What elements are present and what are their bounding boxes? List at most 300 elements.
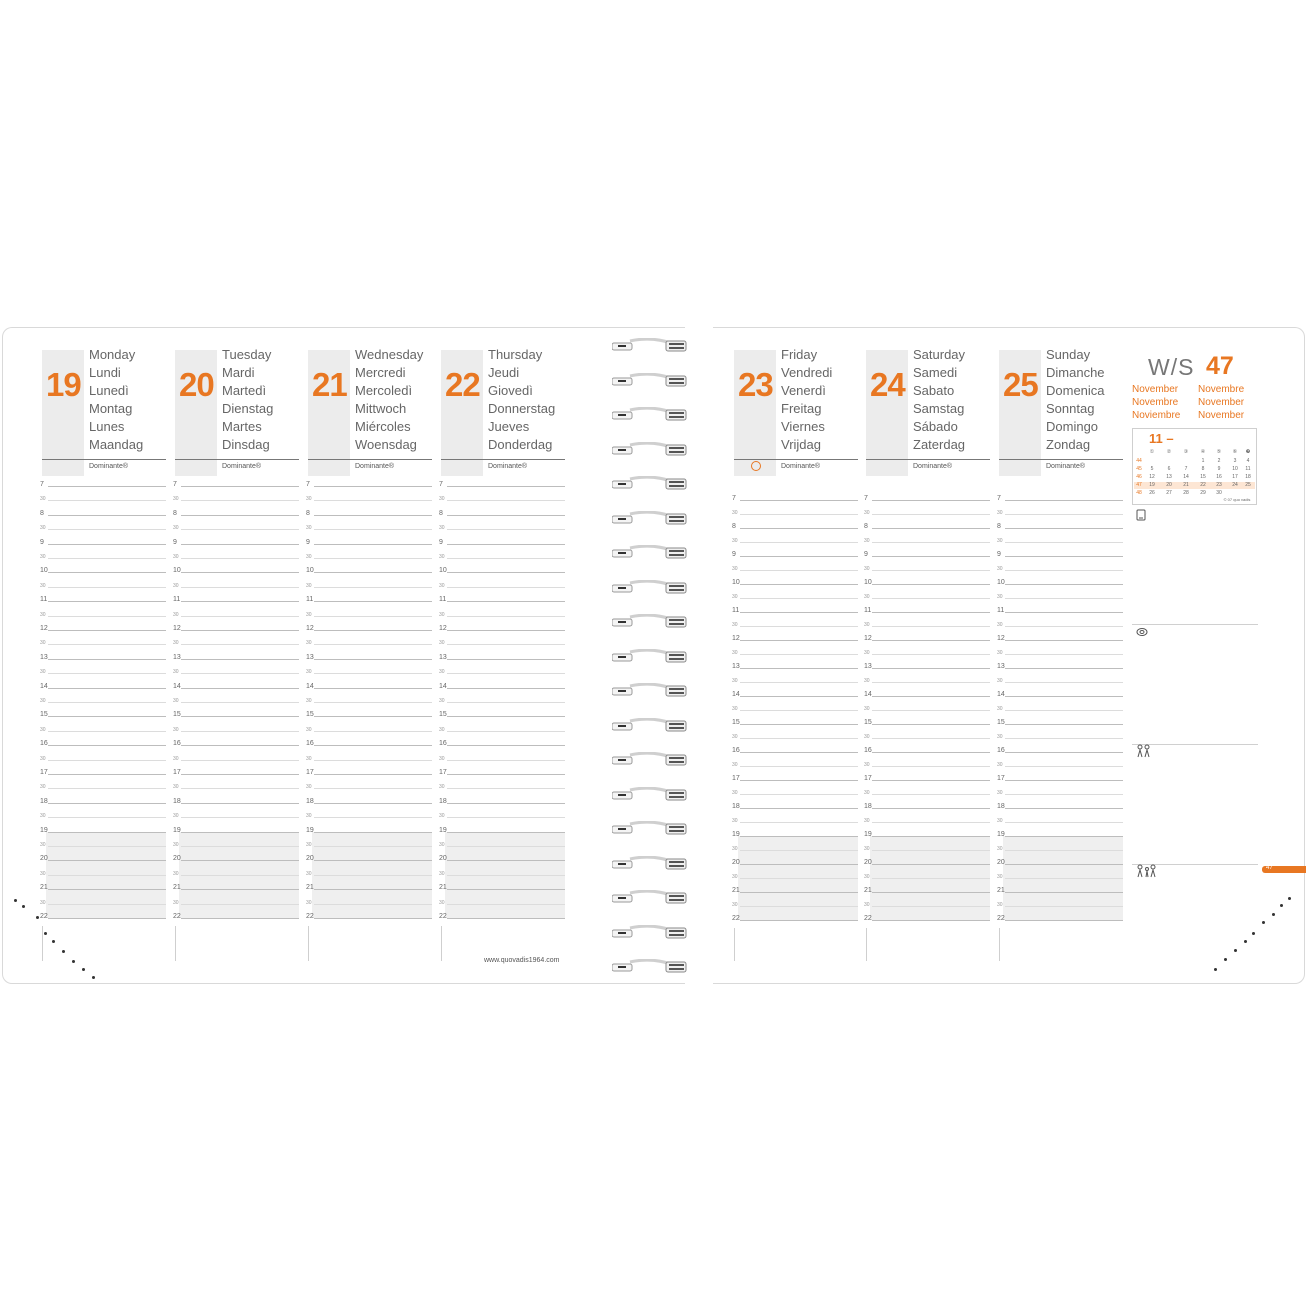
hour-line[interactable] bbox=[447, 745, 565, 746]
hour-line[interactable] bbox=[872, 556, 990, 557]
half-hour-line[interactable] bbox=[447, 673, 565, 674]
hour-line[interactable] bbox=[872, 696, 990, 697]
half-hour-line[interactable] bbox=[872, 654, 990, 655]
corner-dot bbox=[1262, 921, 1265, 924]
hour-line[interactable] bbox=[740, 640, 858, 641]
hour-line[interactable] bbox=[181, 716, 299, 717]
hour-line[interactable] bbox=[740, 892, 858, 893]
half-hour-line[interactable] bbox=[447, 875, 565, 876]
half-hour-label: 30 bbox=[173, 755, 179, 762]
hour-line[interactable] bbox=[1005, 556, 1123, 557]
hour-line[interactable] bbox=[447, 544, 565, 545]
half-hour-line[interactable] bbox=[314, 904, 432, 905]
half-hour-line[interactable] bbox=[314, 673, 432, 674]
hour-line[interactable] bbox=[447, 860, 565, 861]
half-hour-line[interactable] bbox=[1005, 654, 1123, 655]
hour-label: 20 bbox=[173, 855, 181, 863]
mini-calendar-day: 25 bbox=[1245, 482, 1251, 488]
half-hour-line[interactable] bbox=[872, 682, 990, 683]
hour-line[interactable] bbox=[48, 918, 166, 919]
half-hour-line[interactable] bbox=[48, 817, 166, 818]
hour-line[interactable] bbox=[872, 724, 990, 725]
mini-calendar-day: 6 bbox=[1167, 466, 1171, 472]
half-hour-line[interactable] bbox=[48, 558, 166, 559]
half-hour-line[interactable] bbox=[872, 766, 990, 767]
hour-line[interactable] bbox=[181, 486, 299, 487]
half-hour-line[interactable] bbox=[48, 875, 166, 876]
half-hour-line[interactable] bbox=[181, 702, 299, 703]
half-hour-label: 30 bbox=[997, 734, 1003, 740]
hour-line[interactable] bbox=[447, 659, 565, 660]
hour-label: 9 bbox=[306, 538, 310, 546]
half-hour-line[interactable] bbox=[181, 760, 299, 761]
hour-line[interactable] bbox=[447, 515, 565, 516]
half-hour-label: 30 bbox=[864, 622, 870, 628]
half-hour-line[interactable] bbox=[1005, 626, 1123, 627]
hour-line[interactable] bbox=[181, 659, 299, 660]
half-hour-line[interactable] bbox=[447, 644, 565, 645]
hour-line[interactable] bbox=[314, 774, 432, 775]
half-hour-label: 30 bbox=[732, 622, 738, 628]
half-hour-line[interactable] bbox=[314, 731, 432, 732]
half-hour-line[interactable] bbox=[740, 906, 858, 907]
hour-line[interactable] bbox=[314, 572, 432, 573]
hour-line[interactable] bbox=[181, 745, 299, 746]
half-hour-line[interactable] bbox=[740, 570, 858, 571]
half-hour-line[interactable] bbox=[314, 817, 432, 818]
half-hour-label: 30 bbox=[173, 726, 179, 733]
half-hour-line[interactable] bbox=[314, 760, 432, 761]
hour-line[interactable] bbox=[181, 832, 299, 833]
hour-line[interactable] bbox=[48, 803, 166, 804]
hour-line[interactable] bbox=[740, 836, 858, 837]
day-name: Lunes bbox=[89, 419, 125, 434]
hour-label: 12 bbox=[732, 635, 740, 642]
half-hour-line[interactable] bbox=[740, 822, 858, 823]
note-column-line bbox=[175, 926, 176, 961]
hour-line[interactable] bbox=[740, 584, 858, 585]
half-hour-line[interactable] bbox=[314, 846, 432, 847]
half-hour-line[interactable] bbox=[872, 542, 990, 543]
half-hour-line[interactable] bbox=[740, 542, 858, 543]
hour-line[interactable] bbox=[181, 774, 299, 775]
hour-line[interactable] bbox=[872, 836, 990, 837]
hour-line[interactable] bbox=[1005, 696, 1123, 697]
hour-line[interactable] bbox=[872, 808, 990, 809]
half-hour-line[interactable] bbox=[181, 904, 299, 905]
hour-line[interactable] bbox=[314, 630, 432, 631]
half-hour-label: 30 bbox=[40, 698, 46, 704]
hour-line[interactable] bbox=[1005, 780, 1123, 781]
half-hour-label: 30 bbox=[40, 554, 46, 560]
half-hour-line[interactable] bbox=[1005, 682, 1123, 683]
hour-line[interactable] bbox=[872, 892, 990, 893]
half-hour-line[interactable] bbox=[1005, 514, 1123, 515]
hour-line[interactable] bbox=[48, 889, 166, 890]
hour-line[interactable] bbox=[48, 601, 166, 602]
day-header-rule bbox=[734, 459, 858, 460]
half-hour-line[interactable] bbox=[314, 875, 432, 876]
day-header-rule bbox=[42, 459, 166, 460]
half-hour-label: 30 bbox=[40, 525, 46, 532]
hour-line[interactable] bbox=[48, 832, 166, 833]
hour-label: 7 bbox=[40, 481, 44, 488]
hour-line[interactable] bbox=[740, 668, 858, 669]
hour-label: 13 bbox=[306, 653, 314, 661]
hour-line[interactable] bbox=[1005, 752, 1123, 753]
half-hour-line[interactable] bbox=[872, 822, 990, 823]
half-hour-line[interactable] bbox=[48, 846, 166, 847]
hour-line[interactable] bbox=[48, 572, 166, 573]
hour-line[interactable] bbox=[1005, 920, 1123, 921]
mini-calendar-day: 13 bbox=[1166, 474, 1172, 480]
hour-line[interactable] bbox=[48, 745, 166, 746]
hour-line[interactable] bbox=[740, 528, 858, 529]
hour-line[interactable] bbox=[314, 860, 432, 861]
half-hour-line[interactable] bbox=[181, 587, 299, 588]
mini-calendar-weekday: ④ bbox=[1200, 449, 1206, 455]
hour-line[interactable] bbox=[314, 889, 432, 890]
half-hour-line[interactable] bbox=[48, 731, 166, 732]
half-hour-line[interactable] bbox=[48, 616, 166, 617]
hour-line[interactable] bbox=[740, 864, 858, 865]
hour-line[interactable] bbox=[447, 803, 565, 804]
half-hour-label: 30 bbox=[997, 678, 1003, 684]
hour-line[interactable] bbox=[1005, 612, 1123, 613]
half-hour-line[interactable] bbox=[872, 878, 990, 879]
hour-line[interactable] bbox=[1005, 808, 1123, 809]
half-hour-line[interactable] bbox=[181, 875, 299, 876]
hour-line[interactable] bbox=[872, 528, 990, 529]
half-hour-line[interactable] bbox=[447, 817, 565, 818]
hour-line[interactable] bbox=[1005, 528, 1123, 529]
hour-label: 11 bbox=[306, 596, 314, 604]
hour-line[interactable] bbox=[1005, 500, 1123, 501]
half-hour-line[interactable] bbox=[1005, 542, 1123, 543]
half-hour-label: 30 bbox=[864, 538, 870, 544]
half-hour-line[interactable] bbox=[1005, 738, 1123, 739]
hour-line[interactable] bbox=[181, 918, 299, 919]
hour-label: 11 bbox=[864, 607, 872, 614]
hour-line[interactable] bbox=[740, 500, 858, 501]
hour-line[interactable] bbox=[447, 601, 565, 602]
half-hour-line[interactable] bbox=[48, 500, 166, 501]
half-hour-line[interactable] bbox=[181, 788, 299, 789]
half-hour-line[interactable] bbox=[447, 846, 565, 847]
half-hour-line[interactable] bbox=[1005, 570, 1123, 571]
half-hour-line[interactable] bbox=[447, 702, 565, 703]
hour-line[interactable] bbox=[740, 780, 858, 781]
half-hour-line[interactable] bbox=[1005, 822, 1123, 823]
hour-line[interactable] bbox=[48, 860, 166, 861]
hour-line[interactable] bbox=[48, 486, 166, 487]
hour-line[interactable] bbox=[447, 918, 565, 919]
hour-line[interactable] bbox=[181, 860, 299, 861]
half-hour-line[interactable] bbox=[447, 529, 565, 530]
hour-line[interactable] bbox=[1005, 864, 1123, 865]
half-hour-line[interactable] bbox=[314, 587, 432, 588]
hour-label: 16 bbox=[40, 740, 48, 748]
half-hour-line[interactable] bbox=[181, 500, 299, 501]
half-hour-line[interactable] bbox=[48, 587, 166, 588]
hour-line[interactable] bbox=[740, 920, 858, 921]
hour-line[interactable] bbox=[181, 803, 299, 804]
half-hour-label: 30 bbox=[173, 640, 179, 647]
half-hour-line[interactable] bbox=[872, 626, 990, 627]
hour-line[interactable] bbox=[447, 889, 565, 890]
half-hour-line[interactable] bbox=[872, 598, 990, 599]
half-hour-line[interactable] bbox=[1005, 794, 1123, 795]
note-column-line bbox=[42, 926, 43, 961]
mini-calendar-day: 19 bbox=[1149, 482, 1155, 488]
hour-label: 11 bbox=[732, 607, 740, 614]
hour-line[interactable] bbox=[48, 659, 166, 660]
hour-line[interactable] bbox=[872, 864, 990, 865]
hour-label: 15 bbox=[732, 719, 740, 726]
spiral-ring bbox=[612, 856, 682, 872]
hour-label: 10 bbox=[732, 579, 740, 586]
day-name: Montag bbox=[89, 401, 133, 416]
hour-line[interactable] bbox=[872, 612, 990, 613]
hour-line[interactable] bbox=[872, 668, 990, 669]
half-hour-label: 30 bbox=[732, 790, 738, 796]
hour-line[interactable] bbox=[1005, 584, 1123, 585]
half-hour-line[interactable] bbox=[314, 788, 432, 789]
half-hour-line[interactable] bbox=[872, 738, 990, 739]
half-hour-line[interactable] bbox=[447, 587, 565, 588]
half-hour-line[interactable] bbox=[48, 760, 166, 761]
half-hour-line[interactable] bbox=[740, 654, 858, 655]
hour-line[interactable] bbox=[1005, 724, 1123, 725]
hour-label: 10 bbox=[40, 567, 48, 575]
hour-line[interactable] bbox=[181, 688, 299, 689]
half-hour-line[interactable] bbox=[740, 878, 858, 879]
half-hour-label: 30 bbox=[306, 582, 312, 589]
half-hour-line[interactable] bbox=[181, 817, 299, 818]
hour-line[interactable] bbox=[872, 584, 990, 585]
hour-line[interactable] bbox=[314, 544, 432, 545]
hour-line[interactable] bbox=[872, 780, 990, 781]
half-hour-line[interactable] bbox=[872, 794, 990, 795]
half-hour-line[interactable] bbox=[1005, 598, 1123, 599]
half-hour-line[interactable] bbox=[181, 616, 299, 617]
half-hour-label: 30 bbox=[306, 611, 312, 618]
half-hour-line[interactable] bbox=[872, 710, 990, 711]
half-hour-line[interactable] bbox=[447, 731, 565, 732]
half-hour-line[interactable] bbox=[314, 644, 432, 645]
hour-line[interactable] bbox=[447, 572, 565, 573]
mini-calendar-week-number: 48 bbox=[1136, 490, 1142, 496]
hour-line[interactable] bbox=[314, 515, 432, 516]
half-hour-line[interactable] bbox=[1005, 766, 1123, 767]
hour-line[interactable] bbox=[872, 920, 990, 921]
half-hour-line[interactable] bbox=[740, 626, 858, 627]
half-hour-line[interactable] bbox=[48, 702, 166, 703]
half-hour-line[interactable] bbox=[740, 710, 858, 711]
hour-line[interactable] bbox=[740, 808, 858, 809]
hour-line[interactable] bbox=[872, 640, 990, 641]
hour-line[interactable] bbox=[740, 556, 858, 557]
hour-line[interactable] bbox=[447, 486, 565, 487]
dominante-label: Dominante® bbox=[355, 463, 395, 470]
hour-label: 12 bbox=[306, 625, 314, 632]
half-hour-line[interactable] bbox=[48, 529, 166, 530]
hour-line[interactable] bbox=[740, 752, 858, 753]
half-hour-line[interactable] bbox=[48, 788, 166, 789]
half-hour-line[interactable] bbox=[1005, 850, 1123, 851]
hour-line[interactable] bbox=[314, 918, 432, 919]
hour-line[interactable] bbox=[314, 601, 432, 602]
half-hour-line[interactable] bbox=[740, 850, 858, 851]
mini-calendar-day: 20 bbox=[1166, 482, 1172, 488]
mini-calendar-weekday: ③ bbox=[1183, 449, 1189, 455]
hour-label: 16 bbox=[173, 740, 181, 748]
hour-line[interactable] bbox=[181, 889, 299, 890]
half-hour-label: 30 bbox=[997, 622, 1003, 628]
hour-label: 13 bbox=[997, 663, 1005, 670]
hour-line[interactable] bbox=[1005, 640, 1123, 641]
hour-line[interactable] bbox=[740, 724, 858, 725]
half-hour-line[interactable] bbox=[447, 788, 565, 789]
hour-label: 18 bbox=[997, 803, 1005, 810]
hour-line[interactable] bbox=[48, 630, 166, 631]
mini-calendar-day: 14 bbox=[1183, 474, 1189, 480]
half-hour-line[interactable] bbox=[872, 906, 990, 907]
spiral-ring bbox=[612, 338, 682, 354]
mini-calendar-weekday: ① bbox=[1149, 449, 1155, 455]
half-hour-line[interactable] bbox=[740, 682, 858, 683]
mini-calendar-day: 17 bbox=[1232, 474, 1238, 480]
day-name: Viernes bbox=[781, 419, 825, 434]
hour-label: 9 bbox=[40, 538, 44, 546]
hour-label: 9 bbox=[173, 538, 177, 546]
hour-line[interactable] bbox=[1005, 892, 1123, 893]
hour-line[interactable] bbox=[314, 803, 432, 804]
hour-line[interactable] bbox=[181, 630, 299, 631]
half-hour-line[interactable] bbox=[447, 760, 565, 761]
hour-label: 10 bbox=[439, 567, 447, 575]
hour-line[interactable] bbox=[740, 612, 858, 613]
mini-calendar-weekday: ⑤ bbox=[1216, 449, 1222, 455]
divider bbox=[1132, 624, 1258, 625]
half-hour-line[interactable] bbox=[447, 904, 565, 905]
hour-label: 19 bbox=[997, 831, 1005, 838]
day-name: Miércoles bbox=[355, 419, 411, 434]
half-hour-line[interactable] bbox=[447, 500, 565, 501]
hour-line[interactable] bbox=[1005, 668, 1123, 669]
half-hour-label: 30 bbox=[864, 734, 870, 740]
half-hour-line[interactable] bbox=[181, 673, 299, 674]
half-hour-line[interactable] bbox=[872, 514, 990, 515]
half-hour-line[interactable] bbox=[740, 598, 858, 599]
hour-line[interactable] bbox=[181, 572, 299, 573]
day-header-rule bbox=[175, 459, 299, 460]
half-hour-label: 30 bbox=[732, 706, 738, 712]
hour-line[interactable] bbox=[181, 515, 299, 516]
half-hour-line[interactable] bbox=[181, 558, 299, 559]
hour-label: 19 bbox=[439, 826, 447, 834]
half-hour-line[interactable] bbox=[181, 529, 299, 530]
hour-line[interactable] bbox=[447, 688, 565, 689]
day-name: Monday bbox=[89, 347, 136, 362]
half-hour-line[interactable] bbox=[314, 529, 432, 530]
hour-line[interactable] bbox=[872, 500, 990, 501]
half-hour-label: 30 bbox=[439, 582, 445, 589]
half-hour-line[interactable] bbox=[740, 766, 858, 767]
hour-line[interactable] bbox=[314, 486, 432, 487]
hour-label: 17 bbox=[732, 775, 740, 782]
hour-line[interactable] bbox=[314, 659, 432, 660]
hour-line[interactable] bbox=[314, 688, 432, 689]
half-hour-line[interactable] bbox=[48, 904, 166, 905]
half-hour-label: 30 bbox=[864, 902, 870, 908]
half-hour-label: 30 bbox=[732, 538, 738, 544]
spiral-ring bbox=[612, 580, 682, 596]
half-hour-label: 30 bbox=[439, 784, 445, 791]
hour-line[interactable] bbox=[1005, 836, 1123, 837]
half-hour-line[interactable] bbox=[314, 616, 432, 617]
hour-line[interactable] bbox=[447, 716, 565, 717]
spiral-ring bbox=[612, 511, 682, 527]
hour-label: 18 bbox=[864, 803, 872, 810]
hour-label: 15 bbox=[439, 711, 447, 719]
half-hour-line[interactable] bbox=[314, 702, 432, 703]
half-hour-line[interactable] bbox=[314, 500, 432, 501]
half-hour-line[interactable] bbox=[314, 558, 432, 559]
half-hour-line[interactable] bbox=[1005, 878, 1123, 879]
hour-line[interactable] bbox=[48, 716, 166, 717]
half-hour-line[interactable] bbox=[872, 850, 990, 851]
half-hour-line[interactable] bbox=[1005, 710, 1123, 711]
half-hour-line[interactable] bbox=[872, 570, 990, 571]
half-hour-line[interactable] bbox=[740, 794, 858, 795]
hour-line[interactable] bbox=[447, 630, 565, 631]
half-hour-label: 30 bbox=[173, 669, 179, 676]
hour-line[interactable] bbox=[314, 745, 432, 746]
half-hour-line[interactable] bbox=[740, 738, 858, 739]
hour-line[interactable] bbox=[48, 515, 166, 516]
half-hour-line[interactable] bbox=[1005, 906, 1123, 907]
half-hour-line[interactable] bbox=[48, 644, 166, 645]
hour-line[interactable] bbox=[314, 716, 432, 717]
hour-label: 10 bbox=[173, 567, 181, 575]
half-hour-label: 30 bbox=[864, 706, 870, 712]
hour-line[interactable] bbox=[447, 774, 565, 775]
hour-line[interactable] bbox=[48, 688, 166, 689]
hour-line[interactable] bbox=[872, 752, 990, 753]
hour-line[interactable] bbox=[181, 544, 299, 545]
half-hour-line[interactable] bbox=[447, 616, 565, 617]
half-hour-line[interactable] bbox=[181, 644, 299, 645]
half-hour-line[interactable] bbox=[48, 673, 166, 674]
hour-line[interactable] bbox=[181, 601, 299, 602]
half-hour-line[interactable] bbox=[447, 558, 565, 559]
half-hour-line[interactable] bbox=[181, 731, 299, 732]
half-hour-line[interactable] bbox=[181, 846, 299, 847]
hour-label: 20 bbox=[306, 855, 314, 863]
half-hour-line[interactable] bbox=[740, 514, 858, 515]
half-hour-label: 30 bbox=[40, 496, 46, 503]
half-hour-label: 30 bbox=[173, 525, 179, 532]
hour-line[interactable] bbox=[447, 832, 565, 833]
hour-label: 11 bbox=[439, 596, 447, 604]
hour-label: 14 bbox=[40, 682, 48, 690]
hour-line[interactable] bbox=[740, 696, 858, 697]
hour-line[interactable] bbox=[314, 832, 432, 833]
hour-line[interactable] bbox=[48, 774, 166, 775]
hour-line[interactable] bbox=[48, 544, 166, 545]
hour-label: 12 bbox=[439, 625, 447, 632]
